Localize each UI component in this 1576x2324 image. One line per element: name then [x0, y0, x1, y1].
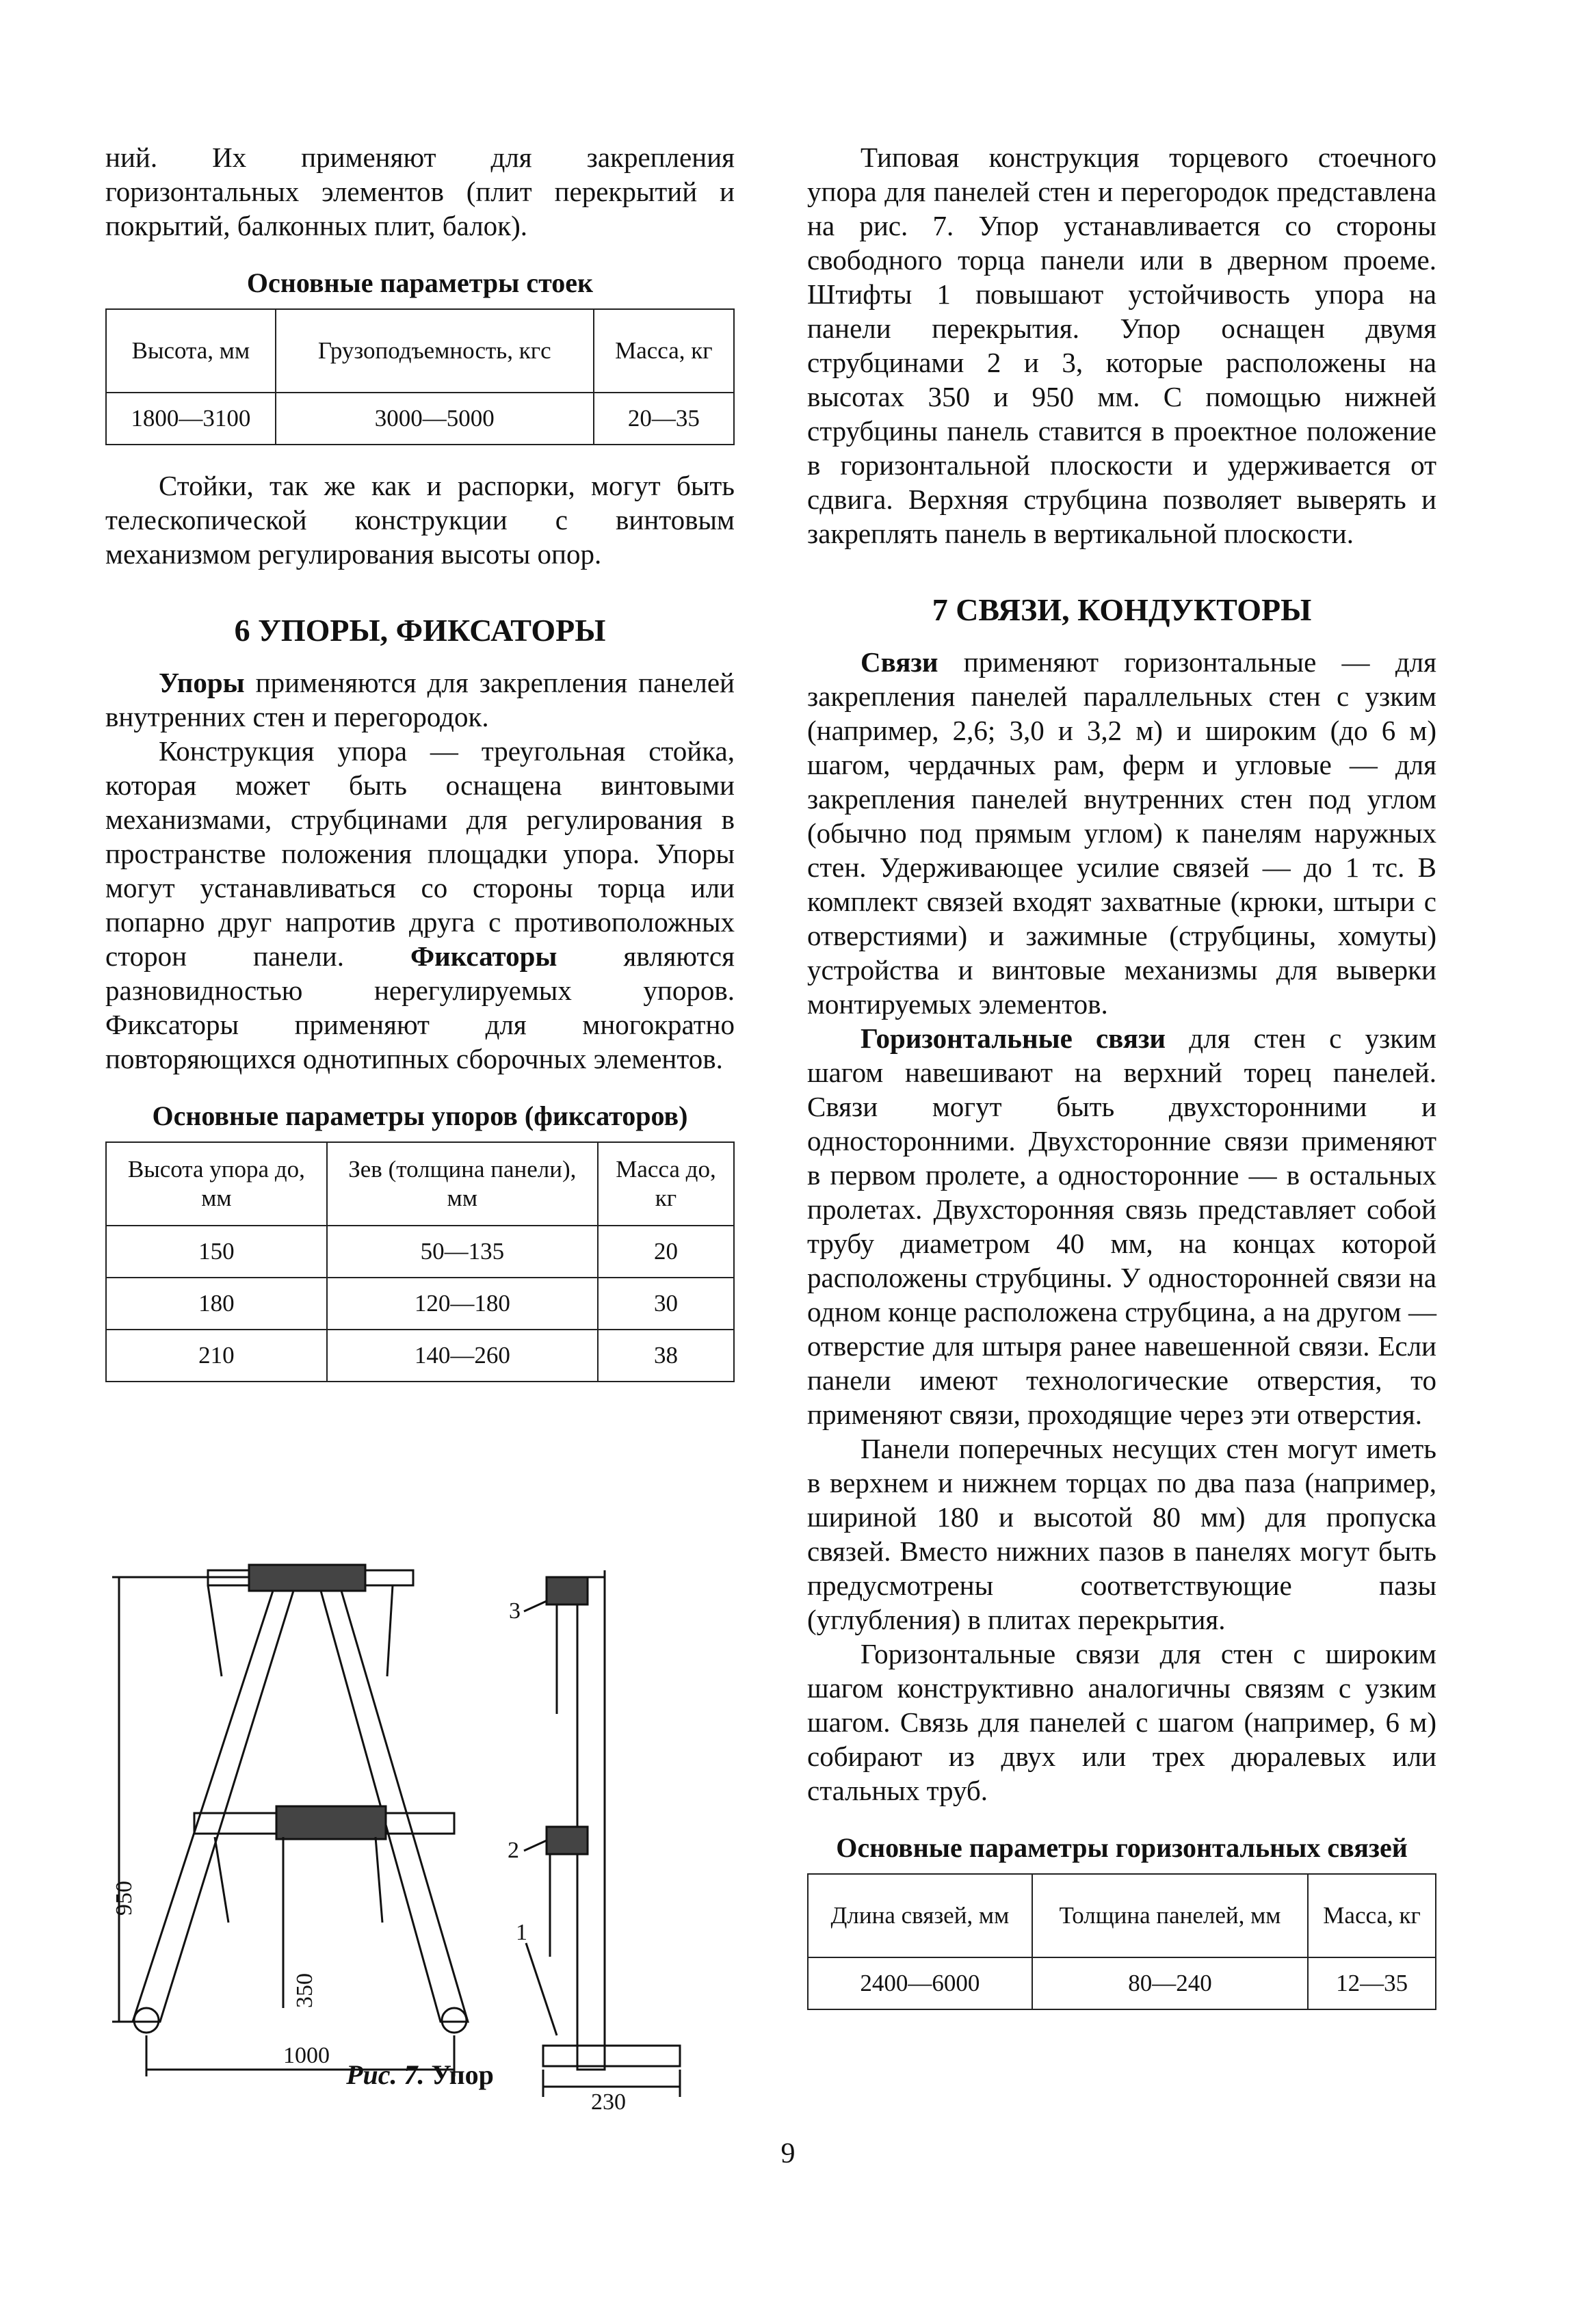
- label-3: 3: [509, 1598, 521, 1624]
- paragraph-gorizontalnye: [807, 1021, 1436, 1431]
- pin-left-top: [208, 1585, 222, 1676]
- table-stoiki-caption: Основные параметры стоек: [246, 267, 594, 298]
- right-column: [807, 140, 1436, 2010]
- figure-caption-prefix: Рис. 7.: [346, 2059, 425, 2090]
- figure-caption: [105, 2059, 735, 2091]
- table-header-cell: Масса до, кг: [598, 1142, 734, 1226]
- top-clamp: [249, 1565, 365, 1591]
- label-1000: 1000: [283, 2043, 330, 2068]
- pin-right-mid: [376, 1837, 382, 1923]
- table-header-cell: Грузоподъемность, кгс: [276, 309, 594, 393]
- side-post: [577, 1577, 605, 2070]
- foot-left: [134, 2008, 159, 2033]
- table-svyazi-caption: Основные параметры горизонтальных связей: [836, 1832, 1408, 1863]
- label-950: 950: [111, 1881, 137, 1916]
- table-cell: 50—135: [327, 1226, 598, 1278]
- section-heading-7: 7 СВЯЗИ, КОНДУКТОРЫ: [932, 592, 1312, 627]
- table-header-cell: Зев (толщина панели), мм: [327, 1142, 598, 1226]
- paragraph-text: для стен с узким шагом навешивают на верхний торец панелей. Связи могут быть двухсторонними и односторонними. Двухсторонние связи применяют в первом пролете, а односторонние — в остальных пролетах. Двухсторонняя связь представляет собой трубу диаметром 40 мм, на концах которой расположены струбцины. У односторонней связи на одном конце расположена струбцина, а на другом — отверстие для штыря ранее навешенной связи. Если панели имеют технологические отверстия, то применяют связи, проходящие через эти отверстия.: [807, 1022, 1436, 1430]
- paragraph-text: применяются для закрепления панелей внутренних стен и перегородок.: [105, 667, 735, 732]
- paragraph-paneli: Панели поперечных несущих стен могут иметь в верхнем и нижнем торцах по два паза (например, шириной 180 и высотой 80 мм) для пропуска связей. Вместо нижних пазов в панелях могут быть предусмотрены соответствующие пазы (углубления) в плитах перекрытия.: [807, 1433, 1436, 1635]
- term-svyazi: Связи: [861, 646, 938, 678]
- paragraph-text: Конструкция упора — треугольная стойка, которая может быть оснащена винтовыми механизмами, струбцинами для регулирования в пространстве положения площадки упора. Упоры могут устанавливаться со стороны торца или попарно друг напротив друга с противоположных сторон панели.: [105, 735, 735, 972]
- table-cell: 150: [106, 1226, 327, 1278]
- table-cell: 12—35: [1308, 1957, 1436, 2009]
- table-cell: 3000—5000: [276, 393, 594, 445]
- section-heading-6: 6 УПОРЫ, ФИКСАТОРЫ: [234, 613, 606, 648]
- paragraph-tipovaya: Типовая конструкция торцевого стоечного упора для панелей стен и перегородок представлена на рис. 7. Упор устанавливается со стороны свободного торца панели или в дверном проеме. Штифты 1 повышают устойчивость упора на панели перекрытия. Упор оснащен двумя струбцинами 2 и 3, которые расположены на высотах 350 и 950 мм. С помощью нижней струбцины панель ставится в проектное положение в горизонтальной плоскости и удерживается от сдвига. Верхняя струбцина позволяет выверять и закреплять панель в вертикальной плоскости.: [807, 142, 1436, 549]
- table-cell: 140—260: [327, 1330, 598, 1382]
- table-cell: 210: [106, 1330, 327, 1382]
- label-230: 230: [591, 2089, 626, 2115]
- table-cell: 80—240: [1032, 1957, 1308, 2009]
- table-cell: 180: [106, 1278, 327, 1330]
- side-clamp-3: [547, 1577, 588, 1605]
- table-header-cell: Масса, кг: [1308, 1874, 1436, 1957]
- table-header-cell: Высота упора до, мм: [106, 1142, 327, 1226]
- table-cell: 120—180: [327, 1278, 598, 1330]
- table-cell: 20—35: [594, 393, 734, 445]
- page-number: 9: [780, 2138, 796, 2169]
- label-1: 1: [516, 1920, 527, 1945]
- table-svyazi: [807, 1873, 1436, 2010]
- pin-left-mid: [215, 1837, 228, 1923]
- figure-caption-text: Упор: [424, 2059, 494, 2090]
- table-header-cell: Длина связей, мм: [808, 1874, 1032, 1957]
- paragraph-stoiki: Стойки, так же как и распорки, могут быть телескопической конструкции с винтовым механизмом регулирования высоты опор.: [105, 470, 735, 570]
- label-350: 350: [292, 1973, 317, 2008]
- table-header-cell: Толщина панелей, мм: [1032, 1874, 1308, 1957]
- paragraph-text: являются разновидностью нерегулируемых упоров. Фиксаторы применяют для многократно повторяющихся однотипных сборочных элементов.: [105, 940, 735, 1074]
- table-cell: 1800—3100: [106, 393, 276, 445]
- left-column: [105, 140, 735, 1382]
- table-cell: 20: [598, 1226, 734, 1278]
- table-cell: 30: [598, 1278, 734, 1330]
- table-upory: [105, 1141, 735, 1382]
- label-2: 2: [508, 1838, 519, 1863]
- term-gorizontalnye-svyazi: Горизонтальные связи: [861, 1022, 1166, 1054]
- paragraph-svyazi: [807, 645, 1436, 1021]
- term-upory: Упоры: [159, 667, 245, 698]
- middle-clamp: [276, 1806, 386, 1839]
- term-fiksatory: Фиксаторы: [410, 940, 557, 972]
- table-header-cell: Масса, кг: [594, 309, 734, 393]
- table-upory-caption: Основные параметры упоров (фиксаторов): [152, 1100, 688, 1131]
- paragraph-shirokim: Горизонтальные связи для стен с широким шагом конструктивно аналогичны связям с узким шагом. Связь для панелей с шагом (например, 6 м) собирают из двух или трех дюралевых или стальных труб.: [807, 1638, 1436, 1806]
- table-header-cell: Высота, мм: [106, 309, 276, 393]
- paragraph-upory: [105, 665, 735, 734]
- paragraph-continuation: ний. Их применяют для закрепления горизонтальных элементов (плит перекрытий и покрытий, балконных плит, балок).: [105, 142, 735, 241]
- side-clamp-2: [547, 1827, 588, 1854]
- table-cell: 2400—6000: [808, 1957, 1032, 2009]
- left-leg: [133, 1591, 293, 2022]
- table-cell: 38: [598, 1330, 734, 1382]
- foot-right: [442, 2008, 467, 2033]
- pin-right-top: [387, 1585, 393, 1676]
- paragraph-text: применяют горизонтальные — для закрепления панелей параллельных стен с узким (например, 2,6; 3,0 и 3,2 м) и широким (до 6 м) шагом, чердачных рам, ферм и угловые — для закрепления панелей внутренних стен под углом (обычно под прямым углом) к панелям наружных стен. Удерживающее усилие связей — до 1 тс. В комплект связей входят захватные (крюки, штыри с отверстиями) и зажимные (струбцины, хомуты) устройства и винтовые механизмы для выверки монтируемых элементов.: [807, 646, 1436, 1020]
- table-stoiki: [105, 308, 735, 445]
- paragraph-konstrukciya: [105, 734, 735, 1076]
